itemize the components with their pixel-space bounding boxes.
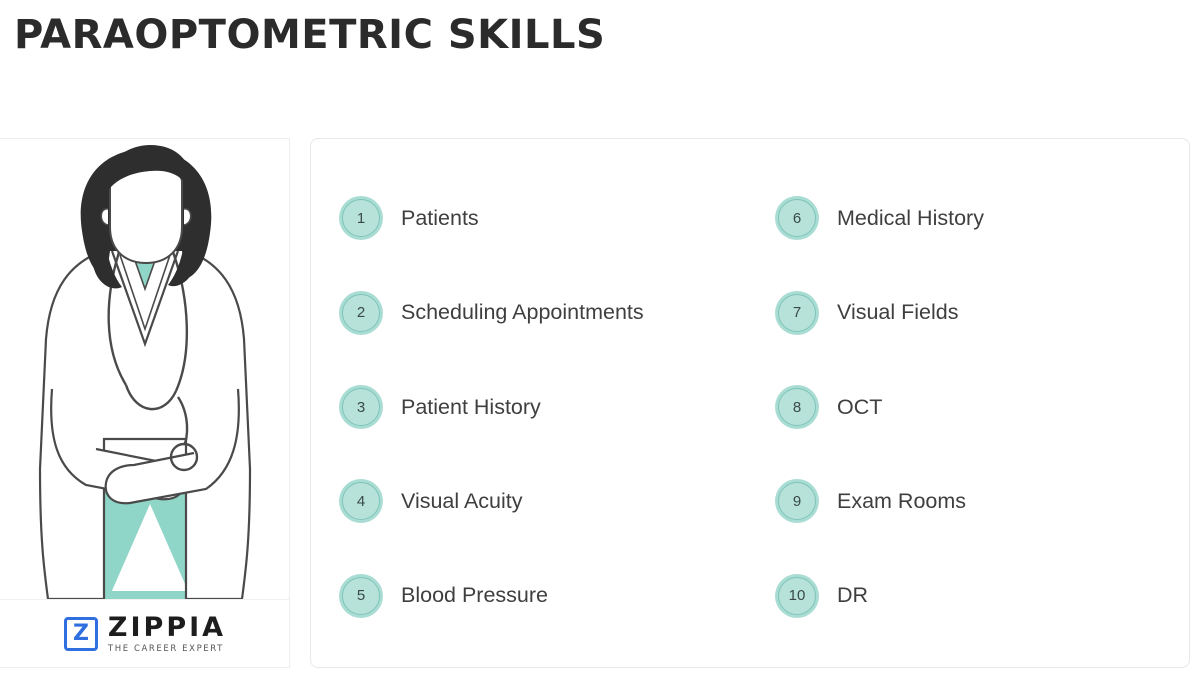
zippia-logo-text bbox=[107, 611, 227, 654]
skills-columns bbox=[311, 139, 1189, 667]
skill-label: Patients bbox=[401, 205, 479, 230]
skill-label: Visual Acuity bbox=[401, 488, 523, 513]
skill-number: 8 bbox=[778, 388, 816, 426]
list-item bbox=[339, 454, 753, 548]
zippia-logo-name: ZIPPIA bbox=[107, 611, 227, 643]
list-item bbox=[775, 171, 1189, 265]
zippia-logo-tagline: THE CAREER EXPERT bbox=[107, 643, 224, 654]
skill-number-badge bbox=[339, 291, 383, 335]
skill-number-badge bbox=[339, 385, 383, 429]
skill-number-badge bbox=[775, 479, 819, 523]
skill-number-badge bbox=[775, 291, 819, 335]
skill-number: 3 bbox=[342, 388, 380, 426]
skill-number-badge bbox=[775, 196, 819, 240]
list-item bbox=[339, 265, 753, 359]
skill-number-badge bbox=[339, 479, 383, 523]
skill-number-badge bbox=[775, 574, 819, 618]
list-item bbox=[775, 454, 1189, 548]
skills-column-left bbox=[311, 171, 753, 643]
skill-number-badge bbox=[775, 385, 819, 429]
skill-label: Patient History bbox=[401, 394, 541, 419]
skill-number: 5 bbox=[342, 577, 380, 615]
list-item bbox=[775, 265, 1189, 359]
skill-number: 7 bbox=[778, 294, 816, 332]
skill-number: 2 bbox=[342, 294, 380, 332]
list-item bbox=[339, 549, 753, 643]
skill-number: 1 bbox=[342, 199, 380, 237]
skills-column-right bbox=[753, 171, 1189, 643]
skill-number-badge bbox=[339, 574, 383, 618]
list-item bbox=[339, 360, 753, 454]
skill-label: Scheduling Appointments bbox=[401, 300, 644, 325]
skill-number: 10 bbox=[778, 577, 816, 615]
skill-label: DR bbox=[837, 583, 869, 608]
skill-number: 6 bbox=[778, 199, 816, 237]
page-title: PARAOPTOMETRIC SKILLS bbox=[14, 12, 606, 58]
skill-label: Blood Pressure bbox=[401, 583, 548, 608]
list-item bbox=[775, 549, 1189, 643]
skill-label: Visual Fields bbox=[837, 300, 959, 325]
skill-number-badge bbox=[339, 196, 383, 240]
skill-label: Exam Rooms bbox=[837, 488, 967, 513]
skill-label: Medical History bbox=[837, 205, 984, 230]
zippia-logo bbox=[0, 599, 290, 667]
skills-card bbox=[310, 138, 1190, 668]
list-item bbox=[339, 171, 753, 265]
female-optometrist-icon bbox=[0, 139, 290, 668]
skill-label: OCT bbox=[837, 394, 883, 419]
list-item bbox=[775, 360, 1189, 454]
illustration-panel bbox=[0, 138, 290, 668]
skill-number: 4 bbox=[342, 482, 380, 520]
skill-number: 9 bbox=[778, 482, 816, 520]
zippia-logo-mark: Z bbox=[64, 617, 98, 651]
